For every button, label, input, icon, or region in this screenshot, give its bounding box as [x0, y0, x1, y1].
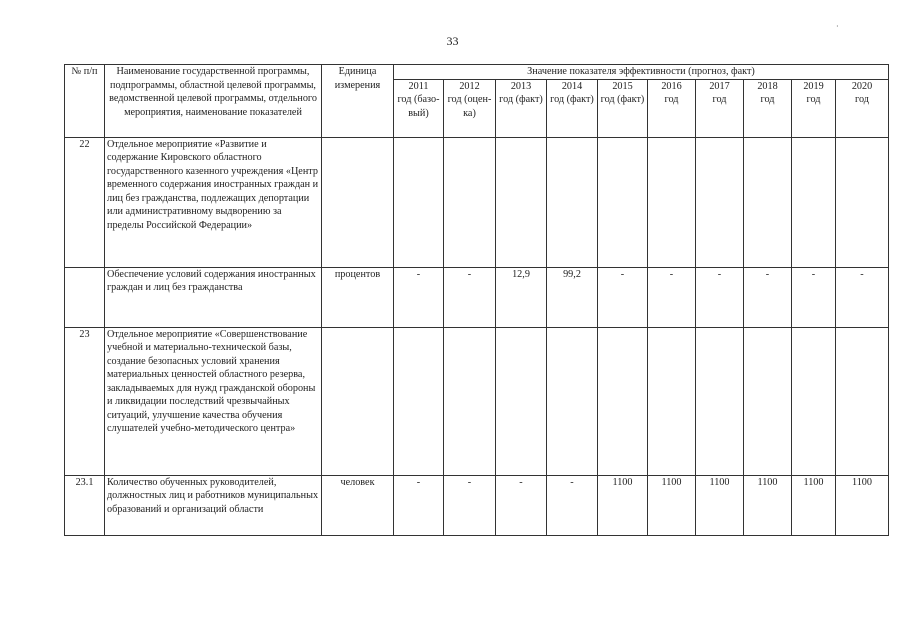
header-year-2013: 2013 год (факт)	[496, 79, 547, 137]
header-year-2014: 2014 год (факт)	[547, 79, 598, 137]
row-value: -	[696, 267, 744, 327]
row-unit: человек	[322, 475, 394, 535]
row-value	[444, 327, 496, 475]
row-value: -	[598, 267, 648, 327]
row-value: 1100	[744, 475, 792, 535]
row-value	[696, 137, 744, 267]
row-value: -	[444, 475, 496, 535]
scan-dot: ·	[836, 22, 839, 31]
row-value	[744, 327, 792, 475]
table-row	[65, 137, 889, 267]
row-value	[836, 327, 889, 475]
row-value	[547, 327, 598, 475]
row-value: 1100	[696, 475, 744, 535]
table-row	[65, 475, 889, 535]
indicators-table	[64, 64, 889, 536]
row-value: -	[648, 267, 696, 327]
row-unit	[322, 327, 394, 475]
row-value	[792, 327, 836, 475]
row-value: -	[444, 267, 496, 327]
header-year-2017: 2017 год	[696, 79, 744, 137]
page-number: 33	[446, 34, 459, 48]
header-year-2016: 2016 год	[648, 79, 696, 137]
row-value	[598, 137, 648, 267]
row-num: 22	[65, 137, 105, 267]
row-num: 23.1	[65, 475, 105, 535]
row-value: -	[394, 475, 444, 535]
row-name: Количество обученных руководителей, должностных лиц и работников муниципальных образований и организаций области	[105, 475, 322, 535]
row-name: Отдельное мероприятие «Развитие и содержание Кировского областного государственного казенного учреждения «Центр временного содержания иностранных граждан и лиц без гражданства, подлежащих депортации или административному выдворению за пределы Российской Федерации»	[105, 137, 322, 267]
row-value: 1100	[792, 475, 836, 535]
header-name: Наименование государственной программы, подпрограммы, областной целевой программы, ведомственной целевой программы, отдельного мероприятия, наименование показателей	[105, 65, 322, 138]
row-value	[648, 137, 696, 267]
row-value	[598, 327, 648, 475]
row-value: -	[836, 267, 889, 327]
row-value	[394, 327, 444, 475]
row-value: -	[744, 267, 792, 327]
header-num: № п/п	[65, 65, 105, 138]
row-value	[496, 137, 547, 267]
row-value	[648, 327, 696, 475]
row-value	[394, 137, 444, 267]
row-unit	[322, 137, 394, 267]
row-value	[547, 137, 598, 267]
row-value	[836, 137, 889, 267]
row-value	[444, 137, 496, 267]
row-value: 1100	[836, 475, 889, 535]
row-value: -	[792, 267, 836, 327]
row-value	[496, 327, 547, 475]
table-row	[65, 327, 889, 475]
row-num: 23	[65, 327, 105, 475]
header-year-2011: 2011 год (базо-вый)	[394, 79, 444, 137]
row-value: -	[496, 475, 547, 535]
row-value: 12,9	[496, 267, 547, 327]
row-unit: процентов	[322, 267, 394, 327]
row-value	[696, 327, 744, 475]
row-value	[792, 137, 836, 267]
header-year-2015: 2015 год (факт)	[598, 79, 648, 137]
table-row	[65, 267, 889, 327]
row-value: 99,2	[547, 267, 598, 327]
header-year-2012: 2012 год (оцен-ка)	[444, 79, 496, 137]
row-value: -	[394, 267, 444, 327]
row-value: -	[547, 475, 598, 535]
row-name: Отдельное мероприятие «Совершенствование учебной и материально-технической базы, создание безопасных условий хранения материальных ценностей областного резерва, закладываемых для нужд гражданской обороны и ликвидации последствий чрезвычайных ситуаций, улучшение качества обучения слушателей учебно-методического центра»	[105, 327, 322, 475]
header-value-group: Значение показателя эффективности (прогноз, факт)	[394, 65, 889, 80]
row-value: 1100	[648, 475, 696, 535]
row-value: 1100	[598, 475, 648, 535]
row-num	[65, 267, 105, 327]
row-value	[744, 137, 792, 267]
header-year-2018: 2018 год	[744, 79, 792, 137]
header-year-2020: 2020 год	[836, 79, 889, 137]
header-unit: Единица измерения	[322, 65, 394, 138]
row-name: Обеспечение условий содержания иностранных граждан и лиц без гражданства	[105, 267, 322, 327]
header-year-2019: 2019 год	[792, 79, 836, 137]
